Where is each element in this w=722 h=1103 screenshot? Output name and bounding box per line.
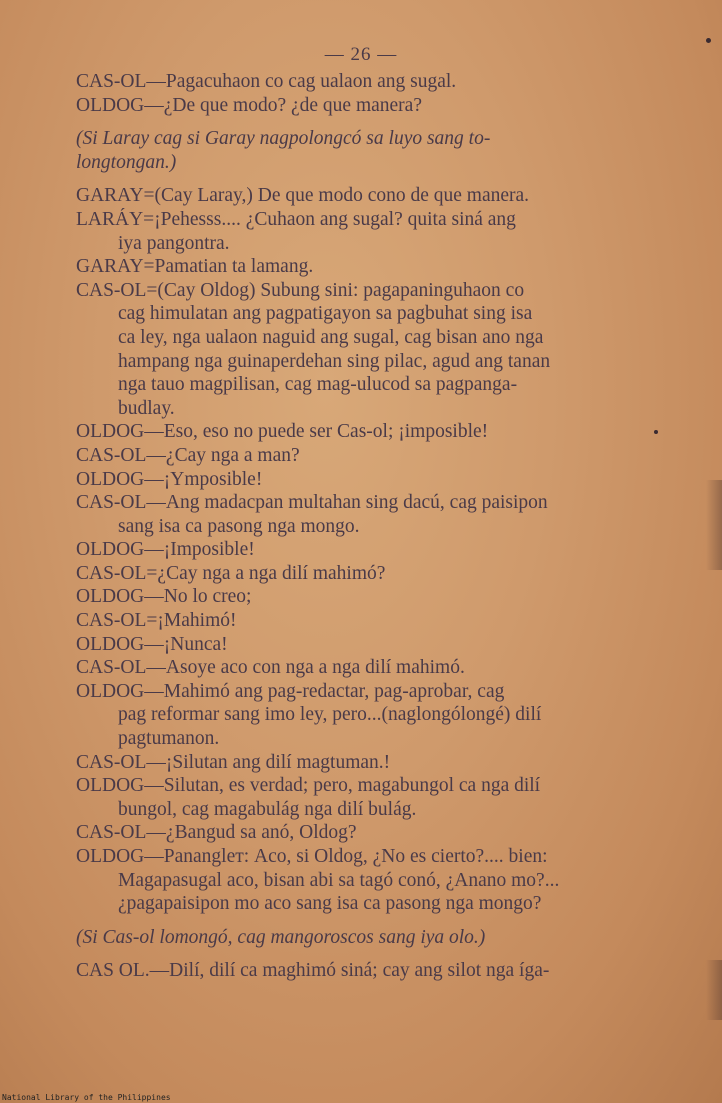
spacer bbox=[76, 916, 688, 926]
text-line: OLDOG—Silutan, es verdad; pero, magabungol ca nga dilí bbox=[76, 775, 541, 797]
text-line: ca ley, nga ualaon naguid ang sugal, cag bisan ano nga bbox=[118, 326, 544, 348]
spacer bbox=[76, 174, 688, 184]
page-text bbox=[76, 70, 688, 983]
text-line: CAS-OL=(Cay Oldog) Subung sini: pagapaninguhaon co bbox=[76, 279, 525, 301]
spacer bbox=[76, 949, 688, 959]
text-line: ¿pagapaisipon mo aco sang isa ca pasong nga mongo? bbox=[118, 893, 542, 915]
text-line: CAS-OL=¿Cay nga a nga dilí mahimó? bbox=[76, 562, 386, 584]
text-line: CAS OL.—Dilí, dilí ca maghimó siná; cay ang silot nga íga- bbox=[76, 960, 550, 982]
text-line: budlay. bbox=[118, 397, 175, 419]
text-line: CAS-OL—Pagacuhaon co cag ualaon ang sugal. bbox=[76, 71, 457, 92]
text-line: OLDOG—Eso, eso no puede ser Cas-ol; ¡imposible! bbox=[76, 421, 489, 443]
text-line: nga tauo magpilisan, cag mag-ulucod sa pagpanga- bbox=[118, 374, 518, 396]
text-line: GARAY=Pamatian ta lamang. bbox=[76, 256, 314, 278]
text-line: OLDOG—Panangleт: Aco, si Oldog, ¿No es cierto?.... bien: bbox=[76, 846, 548, 867]
text-line: OLDOG—¡Ymposible! bbox=[76, 468, 263, 490]
paper-speck bbox=[706, 38, 711, 43]
spacer bbox=[76, 117, 688, 127]
text-line: OLDOG—No lo creo; bbox=[76, 586, 252, 608]
text-line: pagtumanon. bbox=[118, 728, 220, 750]
text-line: GARAY=(Cay Laray,) De que modo cono de que manera. bbox=[76, 185, 530, 207]
stage-direction: (Si Laray cag si Garay nagpolongcó sa luyo sang to- bbox=[76, 128, 491, 150]
text-line: CAS-OL—Ang madacpan multahan sing dacú, cag paisipon bbox=[76, 492, 548, 514]
library-footer: National Library of the Philippines bbox=[2, 1093, 171, 1102]
text-line: OLDOG—¡Nunca! bbox=[76, 633, 228, 655]
stage-direction: (Si Cas-ol lomongó, cag mangoroscos sang iya olo.) bbox=[76, 926, 486, 948]
text-line: pag reformar sang imo ley, pero...(naglongólongé) dilí bbox=[118, 704, 542, 726]
text-line: cag himulatan ang pagpatigayon sa pagbuhat sing isa bbox=[118, 303, 533, 325]
page-number: — 26 — bbox=[324, 44, 398, 65]
text-line: CAS-OL—¡Silutan ang dilí magtuman.! bbox=[76, 751, 391, 773]
text-line: CAS-OL=¡Mahimó! bbox=[76, 610, 237, 632]
stage-direction: longtongan.) bbox=[76, 151, 177, 173]
text-line: bungol, cag magabulág nga dilí bulág. bbox=[118, 798, 417, 820]
text-line: OLDOG—¿De que modo? ¿de que manera? bbox=[76, 94, 422, 116]
paper-speck bbox=[654, 430, 658, 434]
page-edge-shadow bbox=[706, 480, 722, 570]
text-line: sang isa ca pasong nga mongo. bbox=[118, 515, 360, 537]
text-line: Magapasugal aco, bisan abi sa tagó conó, ¿Anano mo?... bbox=[118, 869, 560, 891]
text-line: OLDOG—Mahimó ang pag-redactar, pag-aprobar, cag bbox=[76, 680, 505, 702]
page-edge-shadow bbox=[706, 960, 722, 1020]
text-line: iya pangontra. bbox=[118, 232, 230, 254]
text-line: CAS-OL—¿Cay nga a man? bbox=[76, 444, 300, 466]
text-line: LARÁY=¡Pehesss.... ¿Cuhaon ang sugal? quita siná ang bbox=[76, 208, 516, 230]
text-line: hampang nga guinaperdehan sing pilac, agud ang tanan bbox=[118, 350, 551, 372]
text-line: CAS-OL—Asoye aco con nga a nga dilí mahimó. bbox=[76, 657, 465, 679]
text-line: CAS-OL—¿Bangud sa anó, Oldog? bbox=[76, 822, 357, 844]
text-line: OLDOG—¡Imposible! bbox=[76, 539, 255, 561]
